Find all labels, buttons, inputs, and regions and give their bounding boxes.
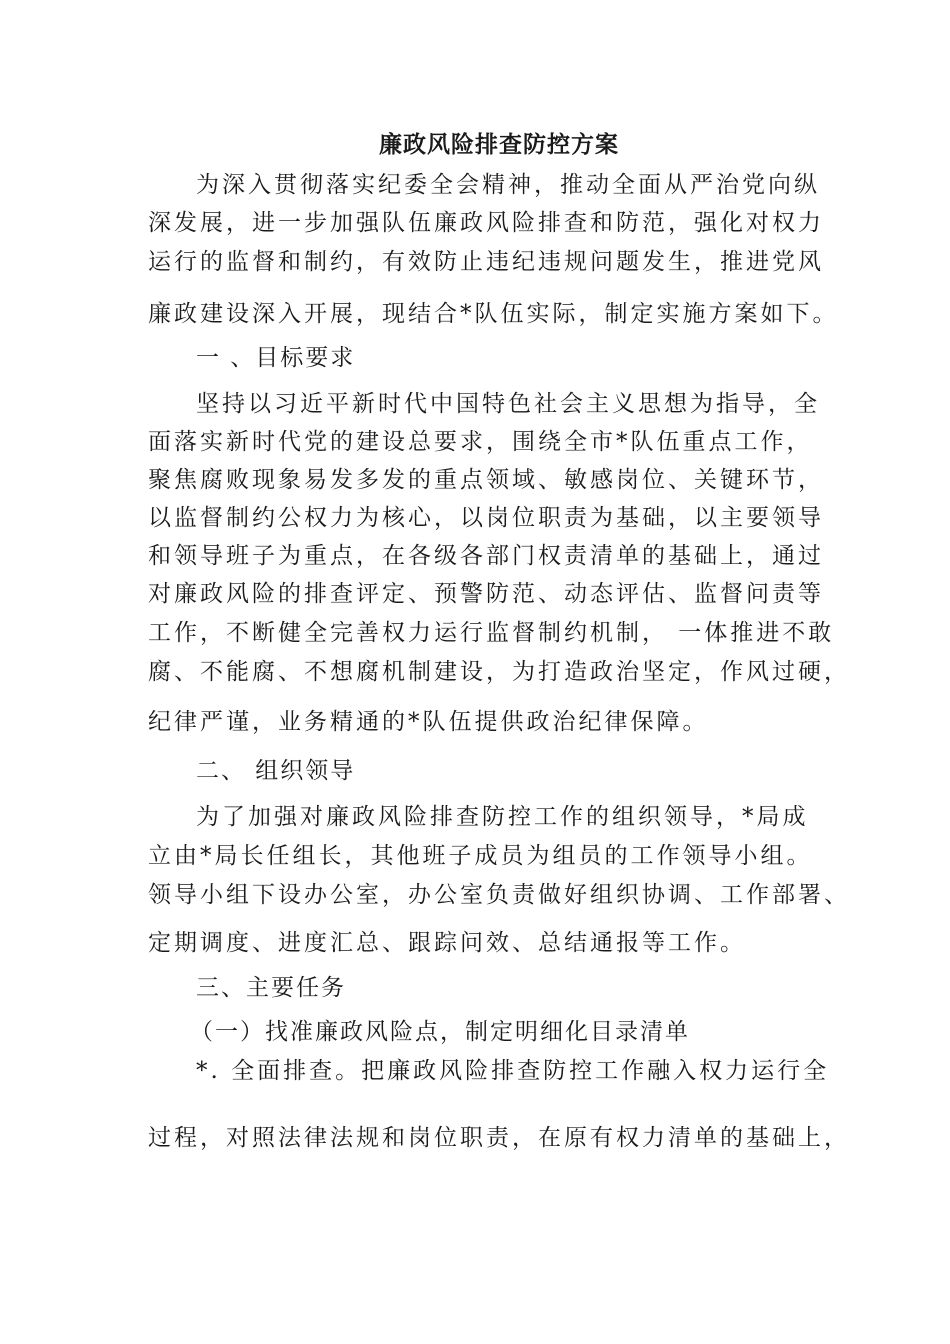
section-heading: 一 、目标要求 <box>196 345 356 371</box>
paragraph-line: 坚持以习近平新时代中国特色社会主义思想为指导，全 <box>196 391 820 417</box>
paragraph-line: 聚焦腐败现象易发多发的重点领域、敏感岗位、关键环节， <box>148 467 824 493</box>
paragraph-line: 深发展，进一步加强队伍廉政风险排查和防范，强化对权力 <box>148 210 824 236</box>
paragraph-line: 为了加强对廉政风险排查防控工作的组织领导，*局成 <box>196 804 809 830</box>
paragraph-line: 运行的监督和制约，有效防止违纪违规问题发生，推进党风 <box>148 249 824 275</box>
paragraph-line: 廉政建设深入开展，现结合*队伍实际，制定实施方案如下。 <box>148 301 839 327</box>
paragraph-line: 为深入贯彻落实纪委全会精神，推动全面从严治党向纵 <box>196 172 820 198</box>
paragraph-line: 工作，不断健全完善权力运行监督制约机制， 一体推进不敢 <box>148 620 835 646</box>
paragraph-line: 对廉政风险的排查评定、预警防范、动态评估、监督问责等 <box>148 581 824 607</box>
paragraph-line: 腐、不能腐、不想腐机制建设，为打造政治坚定，作风过硬， <box>148 659 850 685</box>
paragraph-line: 领导小组下设办公室，办公室负责做好组织协调、工作部署、 <box>148 882 850 908</box>
subsection-heading: （一）找准廉政风险点，制定明细化目录清单 <box>190 1019 690 1045</box>
paragraph-line: *. 全面排查。把廉政风险排查防控工作融入权力运行全 <box>196 1058 830 1084</box>
paragraph-line: 和领导班子为重点，在各级各部门权责清单的基础上，通过 <box>148 543 824 569</box>
section-heading: 二、 组织领导 <box>196 758 356 784</box>
paragraph-line: 面落实新时代党的建设总要求，围绕全市*队伍重点工作， <box>148 429 813 455</box>
paragraph-line: 过程，对照法律法规和岗位职责，在原有权力清单的基础上， <box>148 1125 850 1151</box>
section-heading: 三、主要任务 <box>196 975 346 1001</box>
paragraph-line: 纪律严谨，业务精通的*队伍提供政治纪律保障。 <box>148 709 709 735</box>
paragraph-line: 定期调度、进度汇总、跟踪问效、总结通报等工作。 <box>148 930 746 956</box>
paragraph-line: 立由*局长任组长，其他班子成员为组员的工作领导小组。 <box>148 843 813 869</box>
document-title: 廉政风险排查防控方案 <box>379 131 619 158</box>
paragraph-line: 以监督制约公权力为核心，以岗位职责为基础，以主要领导 <box>148 505 824 531</box>
